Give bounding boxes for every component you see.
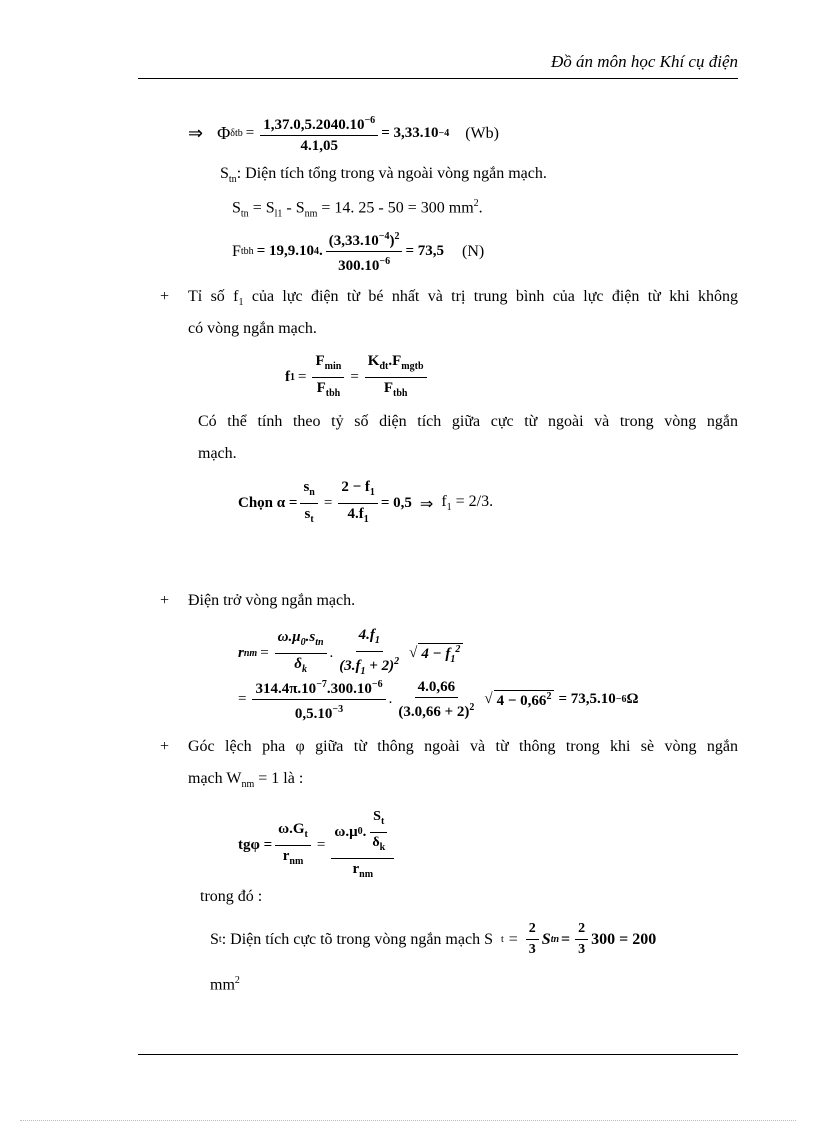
alpha-tail: f [441,493,447,511]
bullet3-line2-sub: nm [241,779,255,791]
alpha-d1-sub: t [310,514,314,525]
st-text: : Diện tích cực tõ trong vòng ngắn mạch S [221,930,493,948]
tg-n2c: δ [372,834,380,850]
alpha-tail-sub: 1 [446,502,452,514]
rnm-sqrt-sup: 2 [455,643,461,655]
stn-eq-s2-sub: l1 [274,208,283,220]
stn-eq-sup: 2 [473,198,479,209]
rnm-num-n1: 314.4π.10 [255,681,317,697]
rnm-fraction-2 [336,626,402,681]
bullet1-line1-a: Tỉ số f [188,288,239,305]
f1-fraction-2 [365,352,427,403]
st-fraction-1 [526,920,539,959]
footer-rule [138,1054,738,1055]
f1-lhs-sub: 1 [290,372,295,383]
rnm-num-d1: 0,5.10 [294,706,333,722]
tg-fraction-1 [275,820,311,871]
stn-definition [220,165,547,185]
alpha-lhs: Chọn α = [238,495,298,511]
st-definition [210,920,656,959]
f1-n2: K [367,353,380,369]
alpha-fraction-2 [338,478,378,529]
rnm-d2: (3.f [339,658,361,674]
stn-eq-s3-sub: nm [304,208,318,220]
rnm-fraction-1 [275,628,327,679]
phi-symbol: Φ [217,123,231,143]
rnm-sqrt-sub: 1 [450,653,456,665]
rnm-sqrt [418,643,463,665]
ftbh-pre-exp: 4 [314,246,319,257]
ftbh-fraction [326,228,403,275]
phi-num: 1,37.0,5.2040.10 [263,117,365,133]
rnm-num-d2: (3.0,66 + 2) [398,704,470,720]
alpha-d2: 4.f [347,506,364,522]
st-fd2: 3 [578,942,586,957]
page-edge-dotted-line [20,1120,796,1121]
st-sub2: t [500,934,504,945]
rnm-num-result: = 73,5.10 [558,691,616,707]
alpha-equation: Chọn α = $\frac{s_n}{s_t}$ = $\frac{2 - f_1}{4.f_1}$ = 0,5 ⇒ $f_1 = 2/3$. [238,478,493,529]
rnm-num-sqrt [494,690,555,710]
st-eq: = [508,930,518,948]
phi-unit: (Wb) [465,124,499,142]
alpha-result: = 0,5 [380,495,412,511]
ftbh-sub: tbh [240,246,254,257]
rnm-lhs-sub: nm [243,648,258,659]
rnm-num-n1b-exp: −6 [371,679,383,690]
st-fd: 3 [528,942,536,957]
f1-n2-sub: đt [379,361,389,372]
rnm-n2: 4.f [358,627,375,643]
f1-fraction-1 [312,352,344,403]
bullet-marker-2: + [160,592,170,609]
st-result: 300 = 200 [591,930,657,948]
rnm-num-sqrt-a: 4 − 0,66 [496,692,547,709]
bullet-marker-1: + [160,288,170,305]
ftbh-result: = 73,5 [405,243,445,259]
ftbh-den-exp: −6 [379,256,391,267]
ohm-unit: Ω [626,691,639,707]
alpha-d1: s [304,506,311,522]
bullet3-line2-a: mạch W [188,770,242,787]
f1-n1-sub: min [324,361,342,372]
ftbh-den: 300.10 [338,258,380,274]
bullet1-line1-sub: 1 [238,297,244,309]
alpha-arrow: ⇒ [419,495,434,513]
rnm-d1: δ [294,656,302,672]
alpha-fraction-1 [300,478,317,529]
stn-eq-end: . [478,199,483,217]
rnm-d1-sub: k [301,664,307,675]
alpha-n2-sub: 1 [369,487,375,498]
tg-n2c-sub: k [379,841,386,853]
equation-phi: ⇒ Φ δtb = $\frac{1,37.0,5.2040.10^{-6}}{4.1,05}$ = 3,33.10 −4 (Wb) [188,112,499,155]
header-rule [138,78,738,79]
f1-n2b: .F [388,353,402,369]
st-s: S [541,930,551,948]
bullet3-line2-rest: = 1 là : [254,770,304,787]
f1-equation: f 1 = $\frac{F_{min}}{F_{tbh}}$ = $\frac{K_{đt}.F_{mgtb}}{F_{tbh}}$ [285,352,430,403]
f1-lhs: f [285,369,290,385]
stn-eq-part2: - S [282,199,305,217]
ftbh-symbol: F [232,242,241,260]
stn-eq-part1: = S [248,199,275,217]
tg-d2: r [352,860,360,877]
ftbh-unit: (N) [462,242,485,260]
st-sub: t [218,934,222,945]
stn-text: : Diện tích tổng trong và ngoài vòng ngắn mạch. [236,165,547,182]
tg-d2-sub: nm [359,868,374,880]
bullet3-line1: Góc lệch pha φ giữa từ thông ngoài và từ thông trong khi sè vòng ngắn [188,738,738,755]
para-alpha-line2: mạch. [198,445,237,462]
phi-result-exp: −4 [438,128,450,139]
st-fraction-2 [575,920,588,959]
rnm-num-result-exp: −6 [615,694,627,705]
rnm-num-n1b: .300.10 [326,681,372,697]
implies-arrow: ⇒ [188,123,204,143]
ftbh-num-sq: 2 [394,231,400,242]
tg-inner-fraction [369,808,388,857]
st-fn: 2 [526,920,539,940]
rnm-n1-sub: 0 [300,637,306,648]
phi-sub: δtb [230,128,243,139]
phi-den: 4.1,05 [300,138,338,154]
stn-symbol: S [220,165,229,182]
ftbh-num: (3,33.10 [328,233,379,249]
stn-equation [232,198,483,220]
alpha-tail-rest: = 2/3. [451,493,494,511]
tg-d1-sub: nm [289,856,304,868]
rnm-d2-sup: 2 [394,656,400,667]
rnm-n1b: .s [305,629,316,645]
alpha-n2: 2 − f [341,479,370,495]
rnm-sqrt-a: 4 − f [421,645,451,662]
st-eq2: = [561,930,571,948]
tg-n2a: ω.μ [334,824,358,841]
tg-d1: r [282,848,290,865]
f1-d2-sub: tbh [393,388,408,399]
bullet1-line2: có vòng ngắn mạch. [188,320,317,337]
rnm-num-fraction-2 [395,678,477,721]
rnm-num-n1-exp: −7 [316,679,327,690]
bullet2-text: Điện trở vòng ngắn mạch. [188,592,356,609]
rnm-numeric-equation: = $\frac{314.4\pi.10^{-7}.300.10^{-6}}{0,5.10^{-3}}$ . $\frac{4.0,66}{(3.0,66 + 2)^2}$ √ $4 - 0,66^2$ = 73,5.10 −6 Ω [238,676,638,723]
st-unit-sup: 2 [234,975,240,986]
phi-fraction [260,112,378,155]
tg-n2b-sub: t [380,815,385,827]
tg-fraction-2: ω.μ 0 . $\frac{S_t}{\delta_k}$ $r_{nm}$ [331,808,394,884]
st-symbol: S [210,930,219,948]
tg-n1-sub: t [304,829,308,841]
rnm-n1b-sub: tn [315,637,324,648]
ftbh-num-close: ) [389,233,395,249]
rnm-num-n2: 4.0,66 [415,678,459,698]
f1-d1-sub: tbh [325,388,341,399]
ftbh-equation: F tbh = 19,9.10 4 . $\frac{(3,33.10^{-4})^2}{300.10^{-6}}$ = 73,5 (N) [232,228,484,275]
st-s-sub: tn [550,934,560,945]
f1-d1: F [316,380,326,396]
rnm-num-fraction-1 [252,676,385,723]
bullet-marker-3: + [160,738,170,755]
page-header-title: Đồ án môn học Khí cụ điện [551,52,738,71]
trong-do-text: trong đó : [200,888,263,905]
tg-lhs: tgφ = [238,837,273,854]
rnm-lhs: r [238,645,244,661]
rnm-num-d1-exp: −3 [332,704,344,715]
stn-eq-rest: = 14. 25 - 50 = 300 mm [317,199,474,217]
phi-result: = 3,33.10 [381,125,439,141]
rnm-d2-rest: + 2) [365,658,395,674]
para-alpha-line1: Có thể tính theo tỷ số diện tích giữa cực từ ngoài và trong vòng ngắn [198,413,738,430]
stn-eq-s1-sub: tn [240,208,249,220]
st-unit [210,975,240,994]
tg-n2a-sub: 0 [357,826,363,838]
tg-n2b: S [373,809,381,824]
ftbh-num-exp: −4 [378,231,390,242]
rnm-equation: r nm = $\frac{\omega.\mu_0.s_{tn}}{\delta_k}$ . $\frac{4.f_1}{(3.f_1 + 2)^2}$ √ $4 - f_1^2$ [238,626,463,681]
rnm-n2-sub: 1 [374,635,380,646]
f1-n1: F [315,353,325,369]
tg-n1: ω.G [278,821,305,838]
phi-num-exp: −6 [364,115,376,126]
alpha-n1-sub: n [309,487,315,498]
rnm-d2-sub: 1 [360,666,366,677]
stn-sub: tn [228,174,237,186]
bullet3-line2 [188,770,303,790]
st-fn2: 2 [575,920,588,940]
rnm-num-d2-sup: 2 [469,702,475,713]
bullet1-line1-rest: của lực điện từ bé nhất và trị trung bình của lực điện từ khi không [243,288,738,305]
ftbh-pre: = 19,9.10 [256,243,314,259]
f1-d2: F [383,380,393,396]
rnm-n1: ω.μ [277,629,301,645]
stn-eq-s1: S [232,199,241,217]
alpha-d2-sub: 1 [363,514,369,525]
tg-equation: tgφ = $\frac{\omega.G_t}{r_{nm}}$ = ω.μ 0 . $\frac{S_t}{\delta_k}$ $r_{nm}$ [238,808,397,884]
alpha-n1: s [303,479,310,495]
rnm-num-sqrt-sup: 2 [546,690,552,702]
bullet1-line1 [188,288,738,308]
st-unit-text: mm [210,976,235,994]
f1-n2b-sub: mgtb [401,361,424,372]
